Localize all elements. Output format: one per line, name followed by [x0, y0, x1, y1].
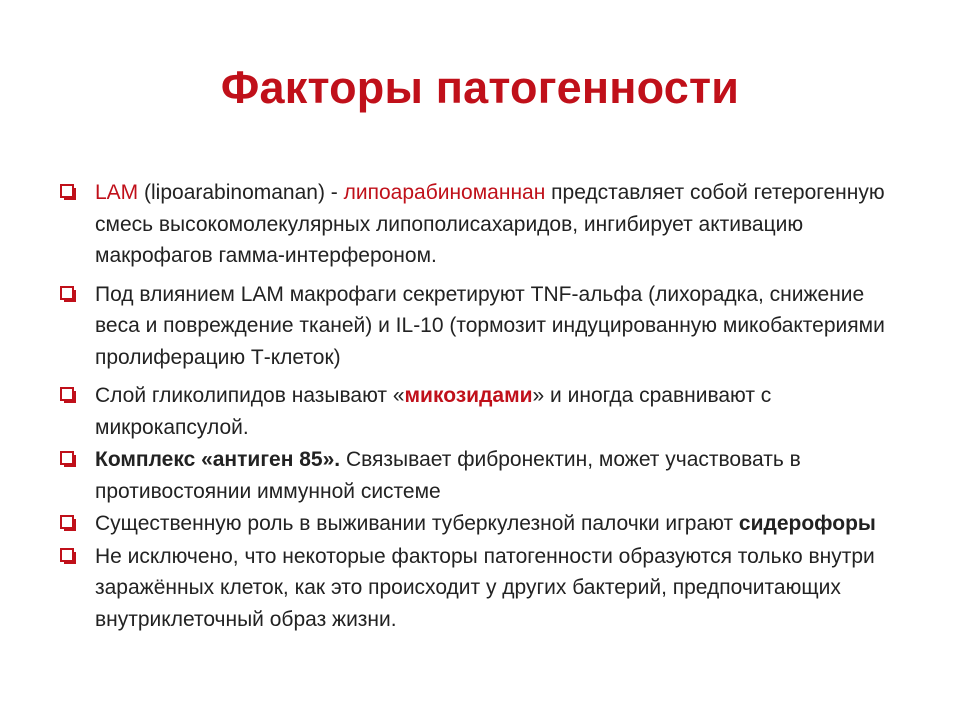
siderophores-bold: сидерофоры	[738, 512, 876, 535]
checkbox-square-icon	[60, 451, 76, 467]
bullet-item-siderophores	[60, 508, 910, 540]
mycosides-highlight: микозидами	[404, 384, 533, 407]
mycosides-text-before: Слой гликолипидов называют «	[95, 384, 405, 407]
bullet-item-mycosides	[60, 380, 910, 443]
lam-description: представляет собой гетерогенную смесь высокомолекулярных липополисахаридов, ингибирует активацию макрофагов гамма-интерфероном.	[95, 181, 885, 267]
lam-abbreviation: LAM	[95, 181, 139, 204]
antigen-85-text: Связывает фибронектин, может участвовать в противостоянии иммунной системе	[95, 448, 801, 503]
antigen-85-lead: Комплекс «антиген 85».	[95, 448, 341, 471]
bullet-item-intracellular	[60, 541, 910, 636]
checkbox-square-icon	[60, 387, 76, 403]
intracellular-text: Не исключено, что некоторые факторы патогенности образуются только внутри заражённых клеток, как это происходит у других бактерий, предпочитающих внутриклеточный образ жизни.	[95, 544, 875, 631]
slide-title: Факторы патогенности	[220, 62, 740, 113]
bullet-item-antigen-85	[60, 444, 910, 507]
lam-russian-name: липоарабиноманнан	[343, 181, 546, 204]
bullet-list	[60, 177, 910, 642]
macrophages-text: Под влиянием LAM макрофаги секретируют TNF-альфа (лихорадка, снижение веса и повреждение тканей) и IL-10 (тормозит индуцированную микобактериями пролиферацию Т-клеток)	[95, 282, 885, 369]
checkbox-square-icon	[60, 286, 76, 302]
lam-full-name: (lipoarabinomanan) -	[138, 181, 344, 204]
checkbox-square-icon	[60, 515, 76, 531]
checkbox-square-icon	[60, 184, 76, 200]
mycosides-text-after: » и иногда сравнивают с микрокапсулой.	[95, 384, 772, 439]
checkbox-square-icon	[60, 548, 76, 564]
bullet-item-lam	[60, 177, 910, 272]
bullet-item-macrophages	[60, 279, 910, 374]
siderophores-text: Существенную роль в выживании туберкулезной палочки играют	[95, 512, 739, 535]
